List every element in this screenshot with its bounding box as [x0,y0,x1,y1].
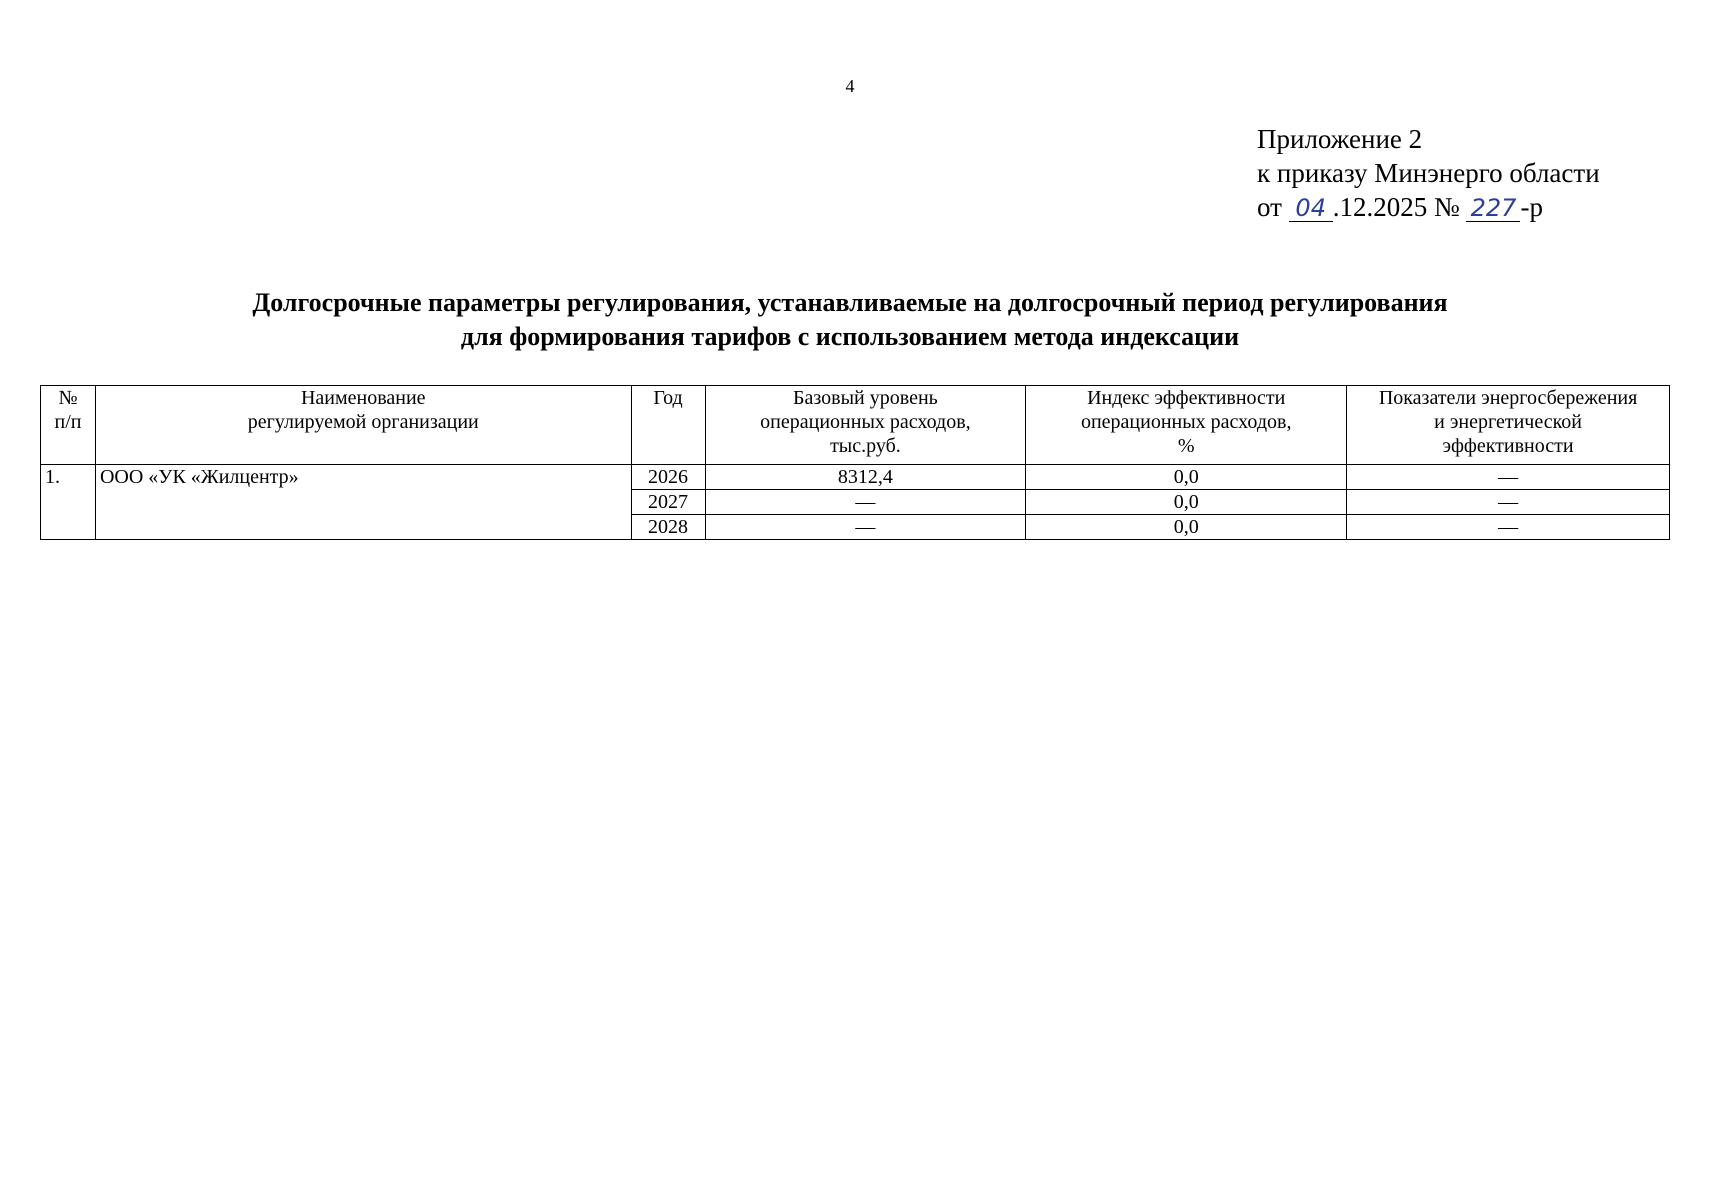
header-num-line-2: п/п [54,411,82,433]
base-level-cell: 8312,4 [705,465,1026,490]
efficiency-index-cell: 0,0 [1026,465,1347,490]
appendix-block [1257,122,1600,224]
header-name-line-1: Наименование [300,387,426,409]
handwritten-date: 04 [1289,195,1333,222]
energy-indicator-cell: — [1347,515,1670,540]
header-energy-indicators [1347,386,1670,465]
table-row [41,465,1670,490]
appendix-line-3 [1257,190,1600,224]
efficiency-index-cell: 0,0 [1026,490,1347,515]
parameters-table [40,385,1670,540]
appendix-date-prefix: от [1257,192,1282,222]
header-base-line-2: операционных расходов, [760,411,971,433]
year-cell: 2028 [631,515,705,540]
header-energy-line-3: эффективности [1442,435,1574,457]
page-number: 4 [845,76,855,96]
year-cell: 2026 [631,465,705,490]
header-year: Год [631,386,705,465]
document-title [0,286,1700,354]
header-name-line-2: регулируемой организации [247,411,479,433]
header-index-line-2: операционных расходов, [1080,411,1292,433]
header-energy-line-2: и энергетической [1434,411,1582,433]
table-header-row [41,386,1670,465]
title-line-1: Долгосрочные параметры регулирования, устанавливаемые на долгосрочный период регулирования [252,288,1448,317]
header-index-line-1: Индекс эффективности [1087,387,1286,409]
appendix-line-2: к приказу Минэнерго области [1257,158,1600,188]
efficiency-index-cell: 0,0 [1026,515,1347,540]
header-num [41,386,96,465]
base-level-cell: — [705,515,1026,540]
header-base-level [705,386,1026,465]
appendix-date-middle: .12.2025 № [1332,192,1460,222]
year-cell: 2027 [631,490,705,515]
header-base-line-3: тыс.руб. [830,435,901,457]
appendix-line-1: Приложение 2 [1257,124,1423,154]
energy-indicator-cell: — [1347,465,1670,490]
handwritten-order-number: 227 [1466,195,1520,222]
header-efficiency-index [1026,386,1347,465]
base-level-cell: — [705,490,1026,515]
header-num-line-1: № [58,387,78,409]
organization-name: ООО «УК «Жилцентр» [95,465,631,540]
header-name [95,386,631,465]
title-line-2: для формирования тарифов с использованием метода индексации [460,322,1240,351]
row-number: 1. [41,465,96,540]
energy-indicator-cell: — [1347,490,1670,515]
header-index-line-3: % [1177,435,1195,457]
header-energy-line-1: Показатели энергосбережения [1378,387,1638,409]
header-base-line-1: Базовый уровень [793,387,938,409]
appendix-order-suffix: -р [1520,192,1543,222]
